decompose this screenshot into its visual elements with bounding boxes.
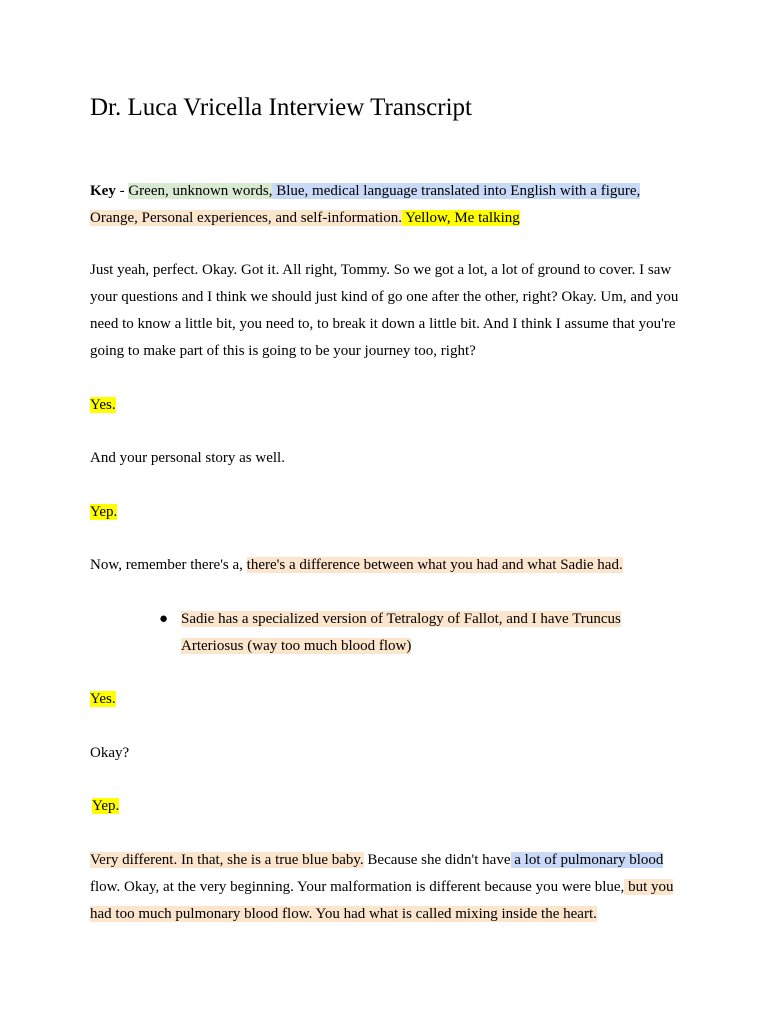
interviewer-line: Yep. <box>90 504 118 520</box>
transcript-paragraph-7: Okay? <box>90 745 130 761</box>
plain-text: Because she didn't have <box>363 852 511 868</box>
personal-experience-highlight: Very different. In that, she is a true blue baby. <box>90 852 364 868</box>
personal-experience-highlight: but you had too much pulmonary blood flow. You had what is called mixing inside the heart. <box>90 879 674 922</box>
key-blue-entry: Blue, medical language translated into English with a figure, <box>272 183 641 199</box>
page-title: Dr. Luca Vricella Interview Transcript <box>90 94 472 121</box>
color-key-legend <box>90 178 690 232</box>
transcript-paragraph-8 <box>90 793 692 820</box>
transcript-paragraph-2 <box>90 392 690 419</box>
interviewer-line: Yep. <box>92 798 120 814</box>
transcript-paragraph-6 <box>90 686 690 713</box>
interviewer-line: Yes. <box>90 691 116 707</box>
key-green-entry: Green, unknown words, <box>128 183 273 199</box>
plain-text: Now, remember there's a, <box>90 557 247 573</box>
transcript-paragraph-1: Just yeah, perfect. Okay. Got it. All right, Tommy. So we got a lot, a lot of ground to cover. I saw your questions and I think we should just kind of go one after the other, right? Okay. Um, and you need to know a little bit, you need to, to break it down a little bit. And I think I assume that you're going to make part of this is going to be your journey too, right? <box>90 262 679 359</box>
key-yellow-entry: Yellow, Me talking <box>401 210 520 226</box>
personal-experience-highlight: Sadie has a specialized version of Tetralogy of Fallot, and I have Truncus Arteriosus (way too much blood flow) <box>181 611 621 654</box>
bullet-marker: ● <box>159 611 169 627</box>
interviewer-line: Yes. <box>90 397 116 413</box>
key-orange-entry: Orange, Personal experiences, and self-information. <box>90 210 402 226</box>
transcript-paragraph-4 <box>90 499 690 526</box>
personal-experience-highlight: there's a difference between what you had and what Sadie had. <box>246 557 623 573</box>
bullet-list <box>159 606 641 660</box>
plain-text: flow. Okay, at the very beginning. Your malformation is different because you were blue, <box>90 879 625 895</box>
transcript-paragraph-5 <box>90 552 690 579</box>
medical-language-highlight: a lot of pulmonary blood <box>510 852 664 868</box>
transcript-paragraph-9 <box>90 847 690 928</box>
key-label: Key <box>90 183 116 199</box>
key-separator: - <box>115 183 129 199</box>
list-item <box>159 606 641 660</box>
transcript-paragraph-3: And your personal story as well. <box>90 450 285 466</box>
